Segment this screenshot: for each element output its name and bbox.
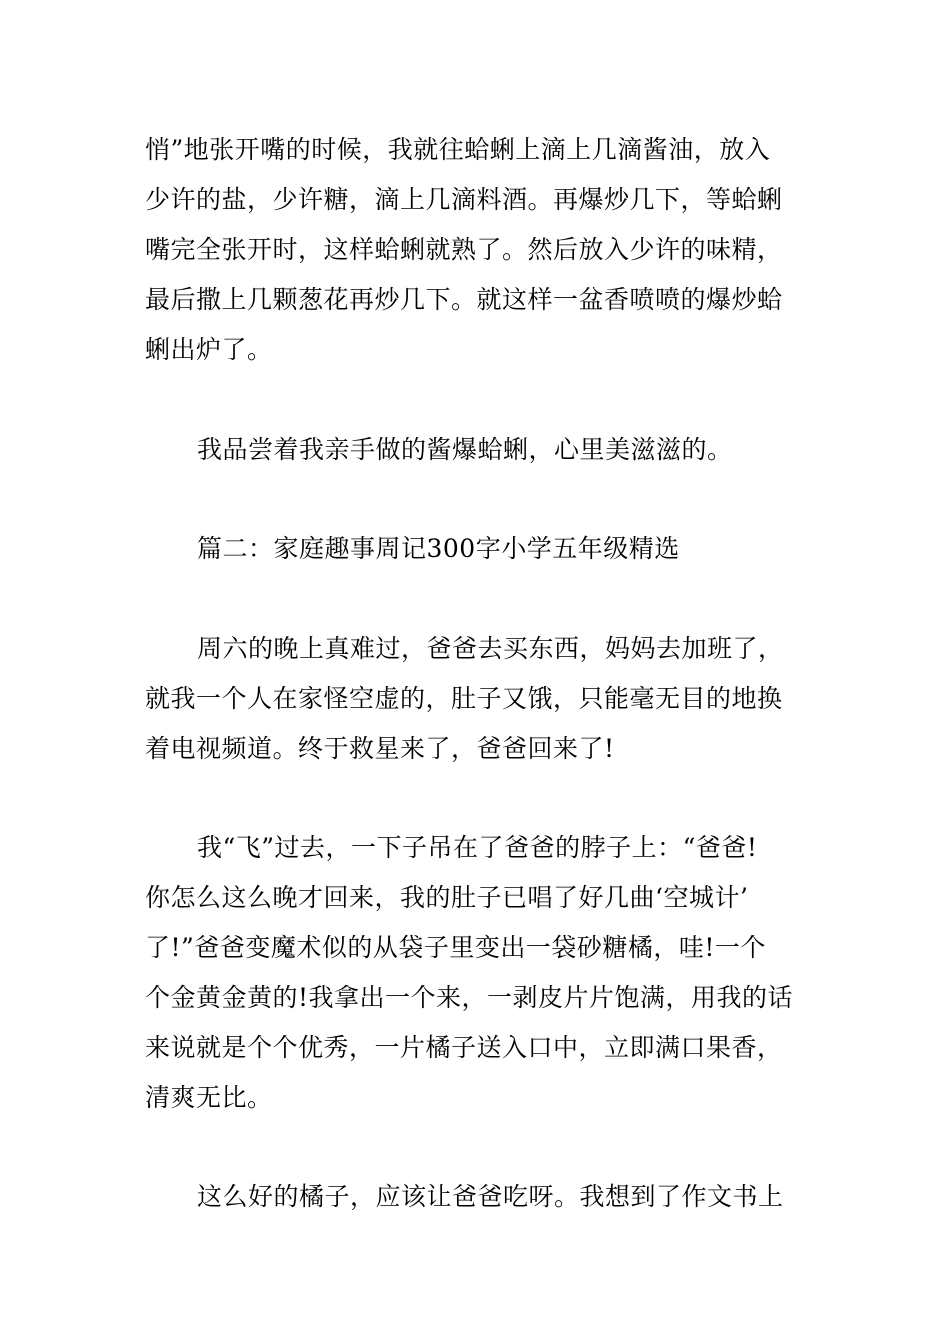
paragraph-line: 最后撒上几颗葱花再炒几下。就这样一盆香喷喷的爆炒蛤 — [145, 285, 783, 314]
paragraph-line: 来说就是个个优秀，一片橘子送入口中，立即满口果香， — [145, 1033, 783, 1062]
paragraph-line: 蜊出炉了。 — [145, 335, 273, 364]
paragraph-line: 周六的晚上真难过，爸爸去买东西，妈妈去加班了， — [197, 634, 784, 663]
paragraph-line: 我“飞”过去，一下子吊在了爸爸的脖子上：“爸爸! — [197, 833, 758, 862]
paragraph-line: 我品尝着我亲手做的酱爆蛤蜊，心里美滋滋的。 — [197, 435, 733, 464]
paragraph-line: 了!”爸爸变魔术似的从袋子里变出一袋砂糖橘，哇!一个 — [145, 933, 766, 962]
section-heading: 篇二：家庭趣事周记300字小学五年级精选 — [197, 534, 680, 563]
paragraph-line: 你怎么这么晚才回来，我的肚子已唱了好几曲‘空城计’ — [145, 883, 749, 912]
paragraph-line: 清爽无比。 — [145, 1083, 273, 1112]
paragraph-line: 嘴完全张开时，这样蛤蜊就熟了。然后放入少许的味精， — [145, 235, 783, 264]
paragraph-line: 个金黄金黄的!我拿出一个来，一剥皮片片饱满，用我的话 — [145, 983, 794, 1012]
paragraph-line: 着电视频道。终于救星来了，爸爸回来了! — [145, 734, 615, 763]
paragraph-line: 这么好的橘子，应该让爸爸吃呀。我想到了作文书上 — [197, 1182, 784, 1211]
paragraph-line: 悄”地张开嘴的时候，我就往蛤蜊上滴上几滴酱油，放入 — [145, 135, 771, 164]
paragraph-line: 就我一个人在家怪空虚的，肚子又饿，只能毫无目的地换 — [145, 684, 783, 713]
paragraph-line: 少许的盐，少许糖，滴上几滴料酒。再爆炒几下，等蛤蜊 — [145, 185, 783, 214]
